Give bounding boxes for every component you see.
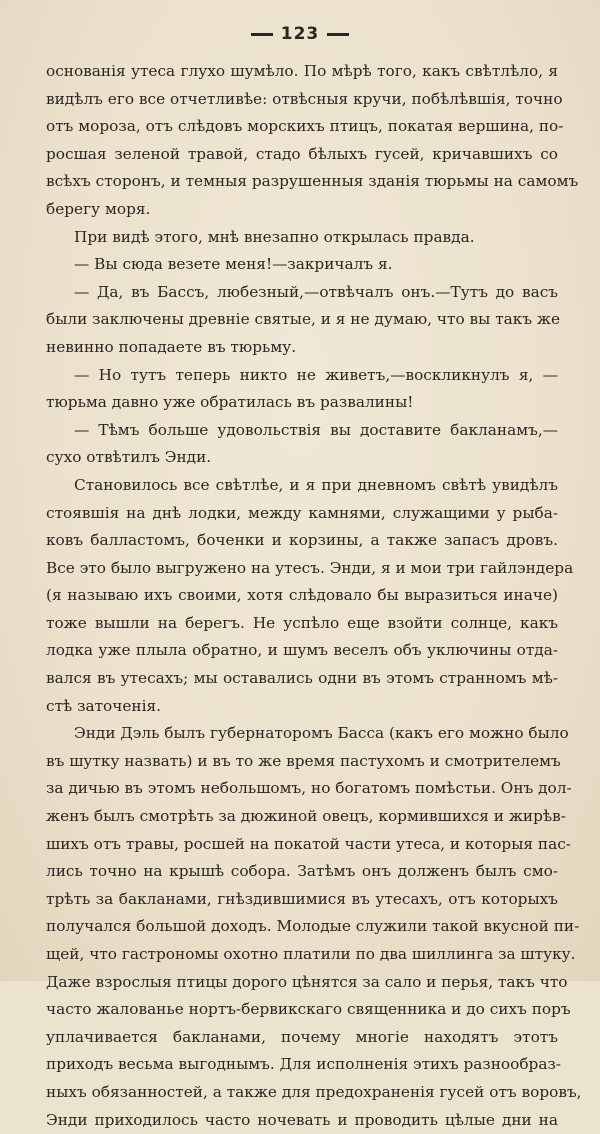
text-line: ныхъ обязанностей, а также для предохраненія гусей отъ воровъ, bbox=[46, 1082, 582, 1101]
text-line: были заключены древніе святые, и я не думаю, что вы такъ же bbox=[46, 310, 561, 329]
page-number-right-dash bbox=[327, 33, 349, 36]
paragraph bbox=[46, 279, 561, 362]
text-line: стѣ заточенія. bbox=[46, 696, 162, 715]
text-line: Становилось все свѣтлѣе, и я при дневномъ свѣтѣ увидѣлъ bbox=[74, 475, 558, 494]
text-line: основанія утеса глухо шумѣло. По мѣрѣ того, какъ свѣтлѣло, я bbox=[46, 62, 558, 80]
text-line: лись точно на крышѣ собора. Затѣмъ онъ долженъ былъ смо- bbox=[46, 862, 558, 881]
text-line: росшая зеленой травой, стадо бѣлыхъ гусей, кричавшихъ со bbox=[46, 144, 558, 163]
text-line: Энди Дэль былъ губернаторомъ Басса (какъ его можно было bbox=[74, 724, 569, 743]
text-line: за дичью въ этомъ небольшомъ, но богатомъ помѣстьи. Онъ дол- bbox=[46, 779, 572, 798]
text-line: всѣхъ сторонъ, и темныя разрушенныя зданія тюрьмы на самомъ bbox=[46, 172, 579, 191]
text-line: ковъ балластомъ, боченки и корзины, а также запасъ дровъ. bbox=[46, 531, 558, 550]
text-line: видѣлъ его все отчетливѣе: отвѣсныя кручи, побѣлѣвшія, точно bbox=[46, 89, 563, 108]
text-line: приходъ весьма выгоднымъ. Для исполненія этихъ разнообраз- bbox=[46, 1055, 561, 1074]
paragraph bbox=[46, 251, 558, 279]
text-line: вался въ утесахъ; мы оставались одни въ этомъ странномъ мѣ- bbox=[46, 669, 558, 688]
text-line: лодка уже плыла обратно, и шумъ веселъ объ уключины отда- bbox=[46, 641, 558, 660]
paragraph bbox=[46, 417, 558, 472]
text-line: шихъ отъ травы, росшей на покатой части утеса, и которыя пас- bbox=[46, 834, 571, 853]
text-line: — Тѣмъ больше удовольствія вы доставите бакланамъ,— bbox=[74, 420, 558, 439]
text-line: уплачивается бакланами, почему многіе находятъ этотъ bbox=[46, 1027, 558, 1046]
text-line: Энди приходилось часто ночевать и проводить цѣлые дни на bbox=[46, 1110, 558, 1129]
text-line: отъ мороза, отъ слѣдовъ морскихъ птицъ, покатая вершина, по- bbox=[46, 117, 564, 136]
text-line: въ шутку назвать) и въ то же время пастухомъ и смотрителемъ bbox=[46, 751, 561, 770]
text-line: женъ былъ смотрѣть за дюжиной овецъ, кормившихся и жирѣв- bbox=[46, 807, 566, 826]
page-number bbox=[0, 24, 600, 44]
text-line: щей, что гастрономы охотно платили по два шиллинга за штуку. bbox=[46, 945, 576, 963]
text-line: — Но тутъ теперь никто не живетъ,—воскликнулъ я, — bbox=[74, 365, 558, 384]
text-line: Даже взрослыя птицы дорого цѣнятся за сало и перья, такъ что bbox=[46, 972, 568, 991]
text-line: При видѣ этого, мнѣ внезапно открылась правда. bbox=[74, 227, 475, 246]
text-line: трѣть за бакланами, гнѣздившимися въ утесахъ, отъ которыхъ bbox=[46, 889, 558, 908]
text-line: получался большой доходъ. Молодые служили такой вкусной пи- bbox=[46, 917, 580, 936]
text-line: берегу моря. bbox=[46, 199, 151, 218]
paragraph bbox=[46, 58, 579, 224]
text-line: тоже вышли на берегъ. Не успѣло еще взойти солнце, какъ bbox=[46, 613, 558, 632]
page-number-left-dash bbox=[251, 33, 273, 36]
body-text bbox=[46, 58, 582, 1134]
text-line: тюрьма давно уже обратилась въ развалины! bbox=[46, 393, 414, 412]
text-line: часто жалованье нортъ-бервикскаго священника и до сихъ поръ bbox=[46, 1000, 571, 1019]
text-line: стоявшія на днѣ лодки, между камнями, служащими у рыба- bbox=[46, 503, 558, 522]
text-line: — Да, въ Бассъ, любезный,—отвѣчалъ онъ.—Тутъ до васъ bbox=[74, 282, 558, 301]
text-line: — Вы сюда везете меня!—закричалъ я. bbox=[74, 255, 393, 274]
paragraph bbox=[46, 472, 574, 720]
page-number-value: 123 bbox=[280, 24, 320, 44]
text-line: (я называю ихъ своими, хотя слѣдовало бы выразиться иначе) bbox=[46, 586, 558, 605]
text-line: Все это было выгружено на утесъ. Энди, я и мои три гайлэндера bbox=[46, 558, 574, 577]
paragraph bbox=[46, 720, 582, 1134]
paragraph bbox=[46, 362, 558, 417]
text-line: сухо отвѣтилъ Энди. bbox=[46, 448, 212, 467]
text-line: невинно попадаете въ тюрьму. bbox=[46, 337, 297, 356]
paragraph bbox=[46, 224, 558, 252]
